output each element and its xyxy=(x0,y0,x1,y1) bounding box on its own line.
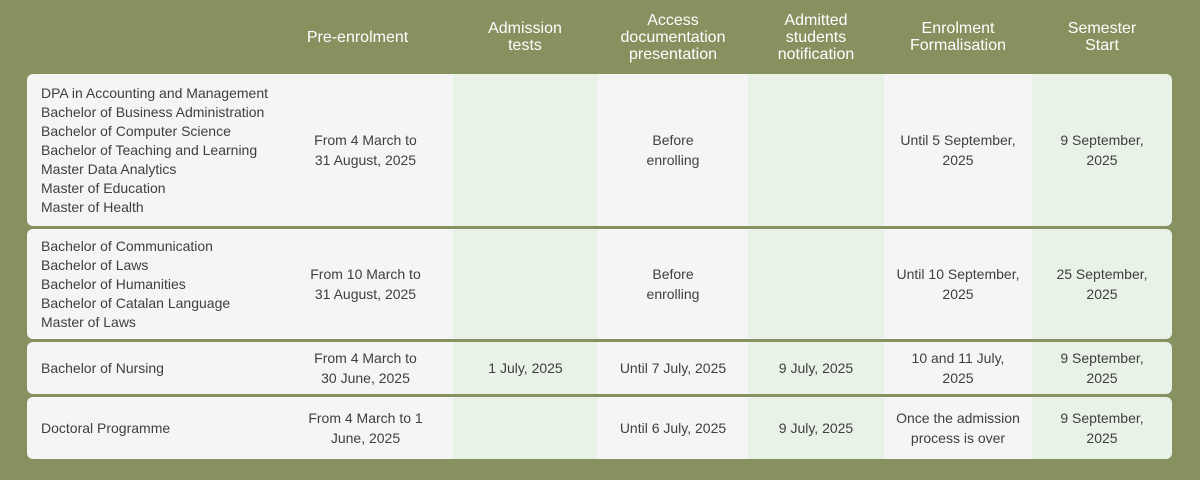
pre-enrolment-cell xyxy=(278,229,453,339)
semester-start-cell xyxy=(1032,74,1172,226)
header-admission-tests-label: Admission tests xyxy=(488,20,562,54)
enrolment-formalisation-cell xyxy=(884,229,1032,339)
header-access-documentation xyxy=(598,0,748,74)
pre-enrolment-value: From 4 March to 30 June, 2025 xyxy=(314,350,417,386)
pre-enrolment-value: From 4 March to 1 June, 2025 xyxy=(308,410,423,446)
semester-start-value: 9 September, 2025 xyxy=(1060,132,1144,168)
access-documentation-cell xyxy=(598,229,748,339)
semester-start-value: 9 September, 2025 xyxy=(1060,410,1144,446)
program-name: Bachelor of Computer Science xyxy=(41,122,231,139)
enrolment-formalisation-cell xyxy=(884,397,1032,459)
program-list xyxy=(41,84,268,217)
program-list xyxy=(41,237,230,332)
admission-tests-cell xyxy=(453,74,598,226)
enrolment-formalisation-cell xyxy=(884,74,1032,226)
header-pre-enrolment-label: Pre-enrolment xyxy=(306,28,409,46)
program-name: Master of Health xyxy=(41,198,144,215)
admitted-notification-value: 9 July, 2025 xyxy=(778,360,854,376)
semester-start-cell xyxy=(1032,229,1172,339)
admission-tests-cell xyxy=(453,229,598,339)
enrolment-formalisation-cell xyxy=(884,342,1032,394)
pre-enrolment-cell xyxy=(278,397,453,459)
access-documentation-cell xyxy=(598,342,748,394)
enrolment-formalisation-value: Once the admission process is over xyxy=(896,410,1020,446)
header-access-documentation-label: Access documentation presentation xyxy=(620,11,726,63)
enrolment-formalisation-value: Until 5 September, 2025 xyxy=(900,132,1016,168)
programs-cell xyxy=(27,74,278,226)
program-name: Master of Laws xyxy=(41,313,136,330)
header-admitted-notification xyxy=(748,0,884,74)
table-row xyxy=(27,397,1172,459)
program-name: Bachelor of Teaching and Learning xyxy=(41,141,258,158)
program-name: DPA in Accounting and Management xyxy=(41,84,269,101)
programs-cell xyxy=(27,397,278,459)
table-header xyxy=(0,0,1200,74)
access-documentation-value: Until 6 July, 2025 xyxy=(619,420,727,436)
table-row xyxy=(27,229,1172,339)
access-documentation-cell xyxy=(598,397,748,459)
program-name: Master of Education xyxy=(41,179,166,196)
enrolment-formalisation-value: Until 10 September, 2025 xyxy=(896,266,1020,302)
semester-start-value: 9 September, 2025 xyxy=(1060,350,1144,386)
header-semester-start xyxy=(1032,0,1172,74)
program-name: Bachelor of Nursing xyxy=(41,359,164,376)
program-list xyxy=(41,419,170,438)
pre-enrolment-value: From 4 March to 31 August, 2025 xyxy=(314,132,417,168)
admitted-notification-cell xyxy=(748,397,884,459)
header-enrolment-formalisation-label: Enrolment Formalisation xyxy=(909,20,1007,54)
admission-tests-value: 1 July, 2025 xyxy=(488,360,563,376)
admission-tests-cell xyxy=(453,342,598,394)
admitted-notification-cell xyxy=(748,229,884,339)
header-pre-enrolment xyxy=(290,0,425,74)
admitted-notification-cell xyxy=(748,74,884,226)
header-admitted-notification-label: Admitted students notification xyxy=(777,11,855,63)
admitted-notification-value: 9 July, 2025 xyxy=(778,420,854,436)
program-name: Bachelor of Catalan Language xyxy=(41,294,231,311)
header-enrolment-formalisation xyxy=(884,0,1032,74)
program-name: Bachelor of Business Administration xyxy=(41,103,265,120)
access-documentation-value: Until 7 July, 2025 xyxy=(619,360,727,376)
pre-enrolment-cell xyxy=(278,74,453,226)
pre-enrolment-cell xyxy=(278,342,453,394)
semester-start-cell xyxy=(1032,342,1172,394)
semester-start-cell xyxy=(1032,397,1172,459)
program-name: Bachelor of Humanities xyxy=(41,275,186,292)
program-list xyxy=(41,359,164,378)
admission-tests-cell xyxy=(453,397,598,459)
table-row xyxy=(27,342,1172,394)
program-name: Master Data Analytics xyxy=(41,160,177,177)
header-admission-tests xyxy=(455,0,595,74)
semester-start-value: 25 September, 2025 xyxy=(1056,266,1148,302)
header-semester-start-label: Semester Start xyxy=(1067,20,1137,54)
access-documentation-value: Before enrolling xyxy=(646,266,700,302)
programs-cell xyxy=(27,229,278,339)
table-row xyxy=(27,74,1172,226)
admitted-notification-cell xyxy=(748,342,884,394)
access-documentation-value: Before enrolling xyxy=(646,132,700,168)
access-documentation-cell xyxy=(598,74,748,226)
enrolment-formalisation-value: 10 and 11 July, 2025 xyxy=(911,350,1005,386)
program-name: Bachelor of Laws xyxy=(41,256,149,273)
programs-cell xyxy=(27,342,278,394)
program-name: Bachelor of Communication xyxy=(41,237,213,254)
pre-enrolment-value: From 10 March to 31 August, 2025 xyxy=(310,266,421,302)
program-name: Doctoral Programme xyxy=(41,419,171,436)
